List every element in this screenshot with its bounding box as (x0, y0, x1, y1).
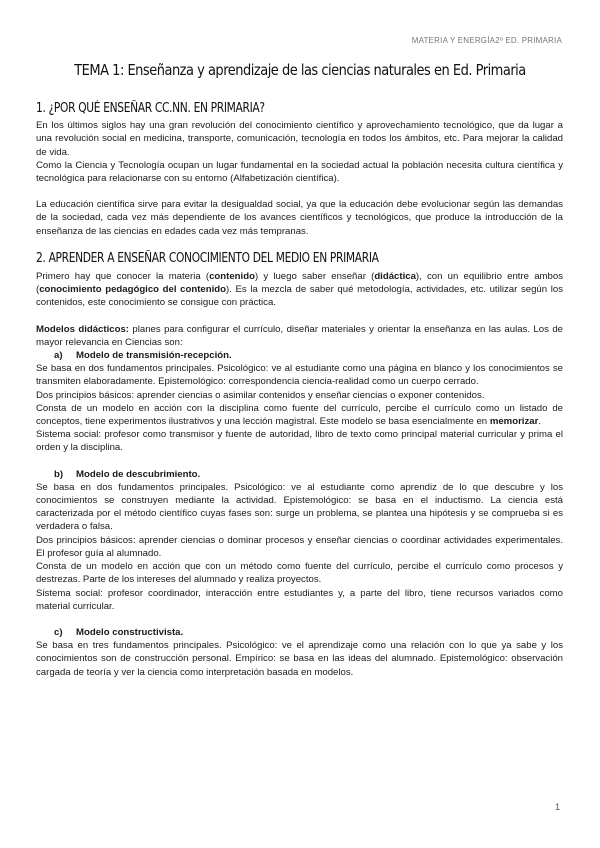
bold-term: didáctica (374, 271, 416, 283)
bold-term: contenido (209, 271, 255, 283)
paragraph: Consta de un modelo en acción con la disciplina como fuente del currículo, percibe el currículo como un listado de conceptos, tiene experimentos ilustrativos y una lección magistral. Este modelo se basa esencialmente en memorizar. (36, 402, 563, 428)
paragraph: Dos principios básicos: aprender ciencias o asimilar contenidos y enseñar ciencias o exponer contenidos. (36, 389, 485, 401)
running-header: MATERIA Y ENERGÍA2º ED. PRIMARIA (411, 36, 562, 45)
document-body (36, 98, 563, 679)
model-heading-c: c) Modelo constructivista. (54, 626, 184, 638)
paragraph: En los últimos siglos hay una gran revolución del conocimiento científico y aprovechamiento tecnológico, que da lugar a una revolución social en medicina, transporte, comunicación, tecnología en todos los ámbitos, etc. Para mejorar la calidad de vida. (36, 120, 563, 158)
section-heading-2: 2. APRENDER A ENSEÑAR CONOCIMIENTO DEL MEDIO EN PRIMARIA (36, 250, 379, 266)
paragraph: Consta de un modelo en acción que con un método como fuente del currículo, percibe el currículo como procesos y destrezas. Parte de los intereses del alumnado y realiza proyectos. (36, 561, 563, 586)
model-heading-a: a) Modelo de transmisión-recepción. (54, 350, 232, 362)
paragraph: La educación científica sirve para evitar la desigualdad social, ya que la educación debe evolucionar según las demandas de la sociedad, cada vez más dependiente de los avances científicos y tecnológicos, que produce la introducción de la enseñanza de las ciencias en edades cada vez más tempranas. (36, 199, 563, 237)
paragraph: Sistema social: profesor coordinador, interacción entre estudiantes y, a parte del libro, tiene recursos variados como material curricular. (36, 587, 563, 612)
paragraph: Se basa en tres fundamentos principales. Psicológico: ve el aprendizaje como una relación con lo que ya sabe y los conocimientos son de construcción personal. Empírico: se basa en las ideas del alumnado. Epistemológico: observación cargada de teoría y ver la ciencia como interpretación basada en modelos. (36, 640, 563, 678)
model-heading-b: b) Modelo de descubrimiento. (54, 468, 201, 480)
paragraph: Se basa en dos fundamentos principales. Psicológico: ve al estudiante como una página en blanco y los conocimientos se transmiten elaboradamente. Epistemológico: correspondencia ciencia-realidad como un cuerpo cerrado. (36, 363, 563, 388)
bold-term: conocimiento pedagógico del contenido (39, 284, 227, 296)
paragraph: Sistema social: profesor como transmisor y fuente de autoridad, libro de texto como principal material curricular y prima el orden y la disciplina. (36, 429, 563, 454)
bold-term: Modelos didácticos: (36, 323, 129, 335)
page-number: 1 (554, 802, 560, 812)
section-heading-1: 1. ¿POR QUÉ ENSEÑAR CC.NN. EN PRIMARIA? (36, 101, 265, 116)
paragraph: Se basa en dos fundamentos principales. Psicológico: ve al estudiante como aprendiz de lo que descubre y los conocimientos se construyen mediante la actividad. Epistemológico: se basa en el inductismo. La ciencia está caracterizada por el método científico cuyas fases son: surge un problema, se plantea una hipótesis y se comprueba si es verdadera o falsa. (36, 481, 563, 533)
paragraph: Primero hay que conocer la materia (contenido) y luego saber enseñar (didáctica), con un equilibrio entre ambos (conocimiento pedagógico del contenido). Es la mezcla de saber qué metodología, actividades, etc. utilizar según los contenidos, este conocimiento se consigue con práctica. (36, 271, 564, 309)
document-title: TEMA 1: Enseñanza y aprendizaje de las ciencias naturales en Ed. Primaria (74, 61, 526, 79)
paragraph: Dos principios básicos: aprender ciencias o dominar procesos y enseñar ciencias o coordinar actividades experimentales. El profesor guía al alumnado. (36, 534, 563, 559)
paragraph: Como la Ciencia y Tecnología ocupan un lugar fundamental en la sociedad actual la población necesita cultura científica y tecnológica para relacionarse con su entorno (Alfabetización científica). (36, 159, 563, 185)
bold-term: memorizar (489, 416, 539, 428)
paragraph: Modelos didácticos: planes para configurar el currículo, diseñar materiales y orientar la enseñanza en las aulas. Los de mayor relevancia en Ciencias son: (36, 323, 563, 348)
